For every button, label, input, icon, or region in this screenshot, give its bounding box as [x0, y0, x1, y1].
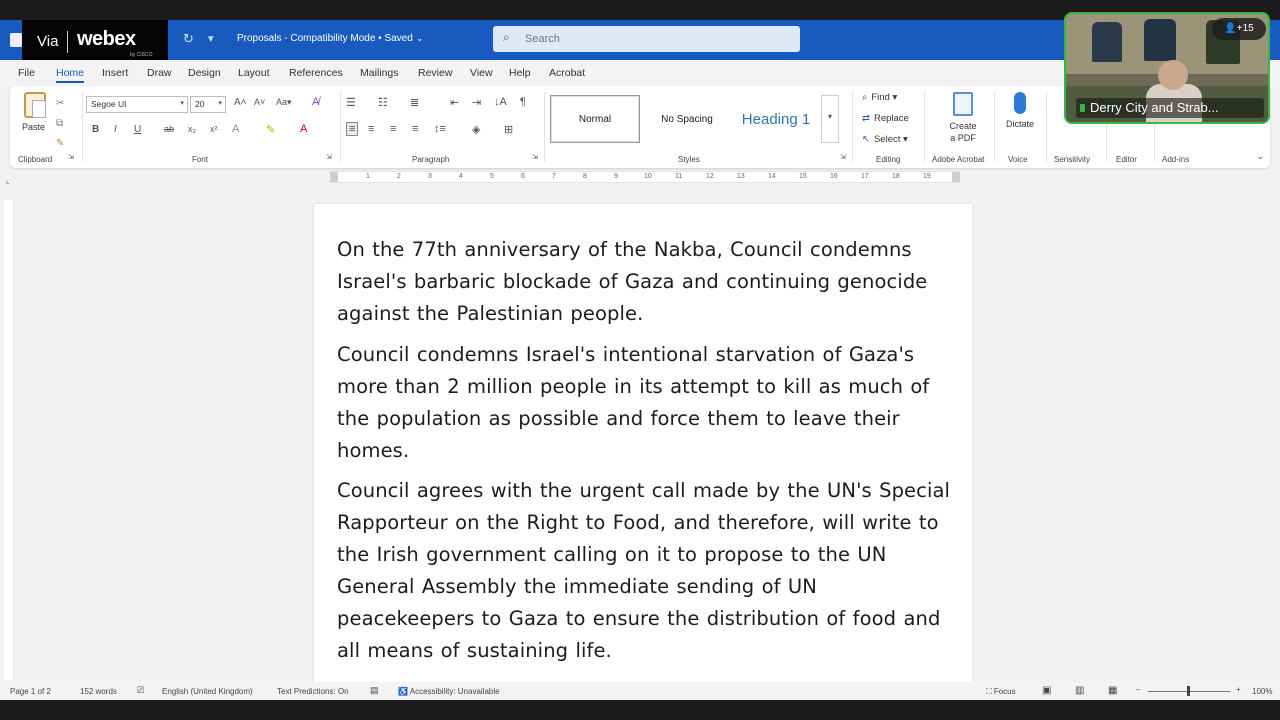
change-case-icon[interactable]: Aa▾	[276, 97, 292, 107]
styles-gallery-scroll[interactable]: ▾	[821, 95, 839, 143]
group-divider	[82, 92, 83, 162]
shading-icon[interactable]: ◈	[472, 124, 481, 136]
ruler-tick: 18	[892, 173, 900, 180]
paste-icon[interactable]	[24, 92, 46, 118]
word-app-icon	[10, 33, 22, 47]
ruler-tick: 9	[614, 173, 618, 180]
dialog-launcher-icon[interactable]: ⇲	[840, 154, 846, 161]
bullets-icon[interactable]: ☰	[346, 97, 356, 109]
macro-recording-icon[interactable]: ▤	[370, 685, 379, 695]
underline-icon[interactable]: U	[134, 124, 142, 135]
tab-layout[interactable]: Layout	[238, 67, 270, 79]
tab-references[interactable]: References	[289, 67, 343, 79]
page-count[interactable]: Page 1 of 2	[10, 687, 51, 696]
print-layout-icon[interactable]: ▥	[1075, 685, 1085, 696]
numbering-icon[interactable]: ☷	[378, 97, 388, 109]
ruler-tick: 10	[644, 173, 652, 180]
webex-wordmark: webex	[77, 28, 136, 50]
ruler-tick: 2	[397, 173, 401, 180]
participants-count-button[interactable]: 👤+15	[1212, 18, 1266, 40]
via-label: Via	[37, 33, 59, 50]
shrink-font-icon[interactable]: A˅	[254, 97, 266, 107]
clear-formatting-icon[interactable]: A̸	[312, 96, 320, 108]
chevron-down-icon: ▾	[218, 100, 222, 107]
increase-indent-icon[interactable]: ⇥	[472, 97, 482, 109]
vertical-ruler[interactable]	[4, 200, 14, 680]
font-size-select[interactable]: 20 ▾	[190, 96, 226, 113]
people-icon: 👤	[1224, 23, 1237, 34]
ruler-tick: 15	[799, 173, 807, 180]
ribbon-collapse-icon[interactable]: ⌄	[1256, 152, 1264, 162]
zoom-out-icon[interactable]: –	[1136, 685, 1141, 694]
ruler-tick: 11	[675, 173, 683, 180]
text-effects-icon[interactable]: A	[232, 123, 240, 135]
zoom-in-icon[interactable]: +	[1236, 685, 1241, 694]
chevron-down-icon: ⌄	[415, 33, 424, 43]
logo-divider	[67, 31, 68, 53]
group-divider	[852, 92, 853, 162]
group-label-editing: Editing	[876, 155, 901, 164]
language-indicator[interactable]: English (United Kingdom)	[162, 687, 253, 696]
participant-name: Derry City and Strab...	[1076, 98, 1264, 118]
participant-video-tile[interactable]	[1064, 12, 1270, 124]
tab-design[interactable]: Design	[188, 67, 221, 79]
ruler-tick: 14	[768, 173, 776, 180]
dialog-launcher-icon[interactable]: ⇲	[532, 154, 538, 161]
borders-icon[interactable]: ⊞	[504, 124, 514, 136]
dictate-button[interactable]: Dictate	[1000, 92, 1040, 130]
group-label-adobe: Adobe Acrobat	[932, 155, 985, 164]
group-divider	[994, 92, 995, 162]
ruler-right-margin	[952, 172, 960, 182]
dialog-launcher-icon[interactable]: ⇲	[68, 154, 74, 161]
ruler-tick: 7	[552, 173, 556, 180]
replace-icon: ⇄	[862, 113, 870, 124]
align-left-icon[interactable]: ≡	[346, 122, 358, 136]
pdf-icon	[953, 92, 973, 116]
select-icon: ↖	[862, 134, 870, 145]
tab-help[interactable]: Help	[509, 67, 531, 79]
tab-selector[interactable]: ⌞	[6, 176, 10, 185]
replace-button[interactable]: ⇄ Replace	[862, 113, 909, 124]
style-no-spacing[interactable]: No Spacing	[661, 113, 713, 125]
undo-icon[interactable]: ↻	[183, 32, 194, 47]
group-divider	[340, 92, 341, 162]
document-paragraph[interactable]: Council condemns Israel's intentional starvation of Gaza's more than 2 million people in its attempt to kill as much of the population as possible and force them to leave their homes.	[337, 343, 930, 462]
search-input[interactable]	[525, 30, 785, 48]
multilevel-list-icon[interactable]: ≣	[410, 97, 420, 109]
find-icon: ⌕	[862, 92, 868, 103]
document-paragraph[interactable]: On the 77th anniversary of the Nakba, Council condemns Israel's barbaric blockade of Gaza and continuing genocide against the Palestinian people.	[337, 238, 928, 325]
create-pdf-button[interactable]: Create a PDF	[940, 92, 986, 144]
microphone-icon	[1014, 92, 1026, 114]
zoom-slider-thumb[interactable]	[1187, 686, 1190, 696]
focus-button[interactable]: ⛶ Focus	[986, 687, 1016, 696]
group-divider	[1046, 92, 1047, 162]
horizontal-ruler[interactable]	[330, 171, 960, 183]
group-label-voice: Voice	[1008, 155, 1028, 164]
dialog-launcher-icon[interactable]: ⇲	[326, 154, 332, 161]
text-predictions-status[interactable]: Text Predictions: On	[277, 687, 349, 696]
group-label-sensitivity: Sensitivity	[1054, 155, 1091, 164]
read-mode-icon[interactable]: ▣	[1042, 685, 1052, 696]
search-box[interactable]	[493, 26, 800, 52]
ruler-tick: 6	[521, 173, 525, 180]
copy-icon[interactable]: ⧉	[56, 118, 64, 129]
document-paragraph[interactable]: Council agrees with the urgent call made by the UN's Special Rapporteur on the Right to Food, and therefore, will write to the Irish government calling on it to propose to the UN General Assembly the immediate sending of UN peacekeepers to Gaza to ensure the distribution of food and all means of sustaining life.	[337, 479, 951, 662]
paste-button[interactable]: Paste	[22, 122, 46, 132]
group-label-styles: Styles	[678, 155, 700, 164]
tab-home[interactable]: Home	[56, 67, 85, 79]
group-label-clipboard: Clipboard	[18, 155, 53, 164]
accessibility-icon: ♿	[398, 687, 410, 696]
accessibility-status[interactable]: ♿ Accessibility: Unavailable	[398, 687, 500, 696]
tab-file[interactable]: File	[18, 67, 35, 79]
search-icon: ⌕	[503, 30, 510, 44]
ruler-tick: 13	[737, 173, 745, 180]
tab-insert[interactable]: Insert	[102, 67, 129, 79]
focus-icon: ⛶	[986, 687, 994, 696]
ruler-tick: 3	[428, 173, 432, 180]
italic-icon[interactable]: I	[114, 124, 117, 135]
quick-access-more-icon[interactable]: ▾	[208, 32, 214, 45]
tab-draw[interactable]: Draw	[147, 67, 172, 79]
decrease-indent-icon[interactable]: ⇤	[450, 97, 460, 109]
group-label-paragraph: Paragraph	[412, 155, 450, 164]
highlight-icon[interactable]: ✎	[266, 124, 276, 136]
group-divider	[544, 92, 545, 162]
format-painter-icon[interactable]: ✎	[56, 138, 65, 149]
screen-bottom-edge	[0, 700, 1280, 720]
ruler-tick: 8	[583, 173, 587, 180]
ruler-left-margin	[330, 172, 338, 182]
pilcrow-icon[interactable]: ¶	[520, 96, 526, 108]
group-label-editor: Editor	[1116, 155, 1137, 164]
document-title[interactable]: Proposals - Compatibility Mode • Saved ⌄	[237, 33, 424, 44]
cut-icon[interactable]: ✂	[56, 98, 65, 109]
proofing-icon[interactable]: ⎚	[137, 685, 145, 695]
web-layout-icon[interactable]: ▦	[1108, 685, 1118, 696]
status-bar	[0, 682, 1280, 700]
cisco-tagline: by CISCO	[130, 52, 153, 58]
group-label-addins: Add-ins	[1162, 155, 1190, 164]
ruler-tick: 16	[830, 173, 838, 180]
ruler-tick: 4	[459, 173, 463, 180]
video-person-head	[1158, 60, 1188, 90]
sort-icon[interactable]: ↓A	[494, 96, 507, 108]
chevron-down-icon: ▾	[180, 100, 184, 107]
strikethrough-icon[interactable]: ab	[164, 124, 175, 134]
tab-review[interactable]: Review	[418, 67, 453, 79]
ruler-tick: 12	[706, 173, 714, 180]
ruler-tick: 5	[490, 173, 494, 180]
tab-mailings[interactable]: Mailings	[360, 67, 399, 79]
style-normal[interactable]: Normal	[550, 95, 640, 143]
ruler-tick: 1	[366, 173, 370, 180]
subscript-icon[interactable]: x₂	[188, 124, 196, 134]
clipboard-small-icons	[56, 94, 64, 154]
grow-font-icon[interactable]: A˄	[234, 97, 247, 108]
line-spacing-icon[interactable]: ↕≡	[434, 123, 446, 135]
tab-acrobat[interactable]: Acrobat	[549, 67, 586, 79]
select-button[interactable]: ↖ Select ▾	[862, 134, 908, 145]
find-button[interactable]: ⌕ Find ▾	[862, 92, 898, 103]
bold-icon[interactable]: B	[92, 124, 100, 135]
document-page[interactable]	[314, 204, 972, 682]
video-chair	[1092, 22, 1122, 62]
ruler-tick: 19	[923, 173, 931, 180]
superscript-icon[interactable]: x²	[210, 124, 218, 134]
font-name-select[interactable]: Segoe UI ▾	[86, 96, 188, 113]
group-divider	[924, 92, 925, 162]
justify-icon[interactable]: ≡	[412, 123, 419, 135]
video-chair	[1144, 19, 1176, 61]
ruler-tick: 17	[861, 173, 869, 180]
group-label-font: Font	[192, 155, 209, 164]
align-right-icon[interactable]: ≡	[390, 123, 397, 135]
font-color-icon[interactable]: A	[300, 123, 308, 135]
style-heading-1[interactable]: Heading 1	[741, 110, 811, 128]
tab-view[interactable]: View	[470, 67, 493, 79]
align-center-icon[interactable]: ≡	[368, 123, 375, 135]
word-count[interactable]: 152 words	[80, 687, 117, 696]
webex-logo	[22, 20, 168, 65]
zoom-level[interactable]: 100%	[1252, 687, 1273, 696]
